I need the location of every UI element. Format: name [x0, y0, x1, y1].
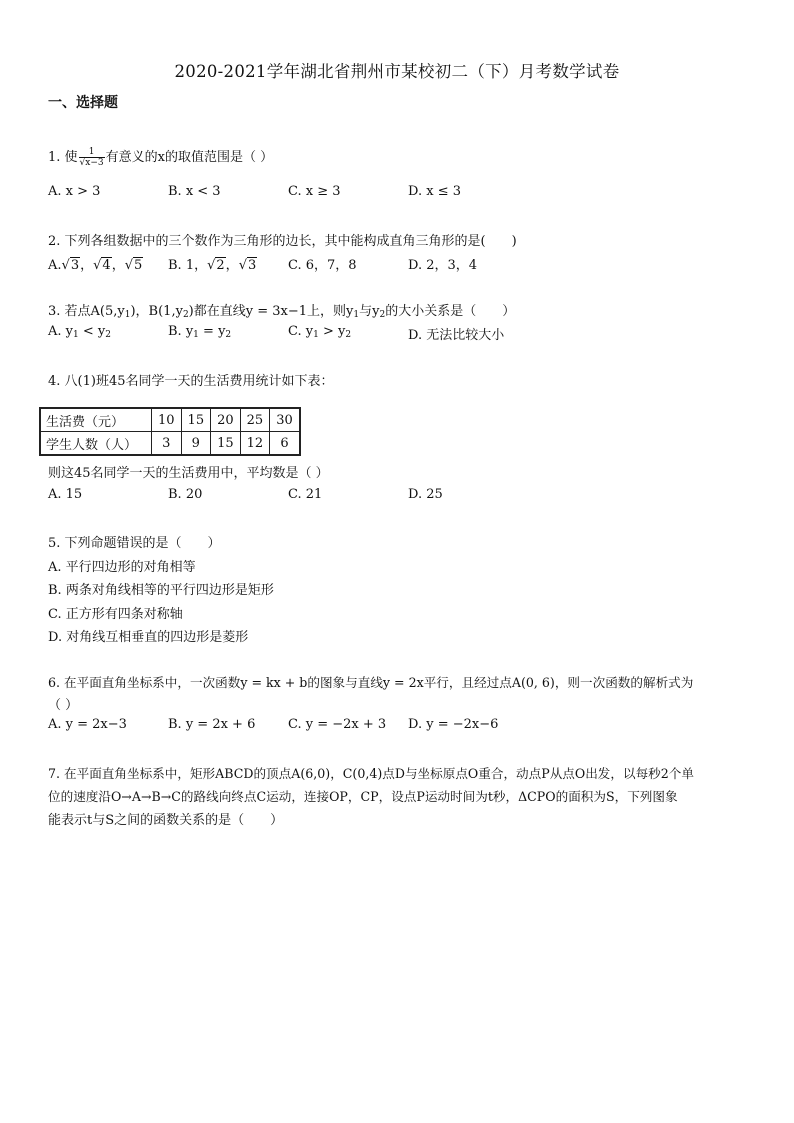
q3-sub-2: 2 — [182, 310, 189, 320]
q3-sub-4: 2 — [379, 310, 386, 320]
q3-a-text: A. y — [48, 324, 73, 339]
q3-sub-1: 1 — [124, 310, 131, 320]
table-cell: 6 — [270, 432, 300, 455]
q1-prefix: 1. 使 — [48, 150, 78, 165]
living-expense-table — [40, 408, 300, 455]
q3-option-b[interactable] — [168, 324, 231, 340]
q1-option-c[interactable]: C. x ≥ 3 — [288, 184, 341, 199]
table-cell: 10 — [152, 409, 182, 432]
q2-option-b[interactable]: B. 1，√2，√3 — [168, 258, 257, 273]
question-7-stem-line-2: 位的速度沿O→A→B→C的路线向终点C运动，连接OP，CP，设点P运动时间为t秒，ΔCPO的面积为S，下列图象 — [48, 789, 678, 804]
table-header-cell: 学生人数（人） — [41, 432, 152, 455]
table-cell: 9 — [181, 432, 211, 455]
q1-option-d[interactable]: D. x ≤ 3 — [408, 184, 461, 199]
q3-c-text: C. y — [288, 324, 314, 339]
q3-b-sub-2: 2 — [225, 330, 232, 340]
q3-c-text-2: > y — [318, 324, 346, 339]
q2-b-sqrt-2: √3 — [238, 258, 257, 273]
q3-b-text-2: = y — [198, 324, 226, 339]
q2-a-sqrt-1: √3 — [61, 258, 80, 273]
q5-option-c[interactable]: C. 正方形有四条对称轴 — [48, 607, 183, 622]
q2-a-label: A. — [48, 258, 62, 273]
q2-b-label: B. 1， — [168, 258, 208, 273]
q1-suffix: 有意义的x的取值范围是（ ） — [105, 150, 274, 165]
table-cell: 30 — [270, 409, 300, 432]
q5-option-d[interactable]: D. 对角线互相垂直的四边形是菱形 — [48, 630, 249, 645]
q3-c-sub-1: 1 — [313, 330, 319, 340]
q5-option-a[interactable]: A. 平行四边形的对角相等 — [48, 560, 196, 575]
question-4-stem: 4. 八(1)班45名同学一天的生活费用统计如下表： — [48, 374, 334, 389]
table-header-cell: 生活费（元） — [41, 409, 152, 432]
q3-c-sub-2: 2 — [345, 330, 352, 340]
question-6-stem-line-2: （ ） — [48, 698, 79, 713]
q4-option-c[interactable]: C. 21 — [288, 487, 323, 502]
question-4-follow: 则这45名同学一天的生活费用中，平均数是（ ） — [48, 466, 329, 481]
q2-b-radicand-2: 3 — [247, 258, 257, 273]
q1-option-a[interactable]: A. x > 3 — [48, 184, 101, 199]
table-cell: 25 — [240, 409, 270, 432]
q3-a-text-2: < y — [78, 324, 106, 339]
q3-text-3: )都在直线y = 3x−1上，则y — [188, 304, 354, 319]
q3-text-4: 与y — [359, 304, 380, 319]
table-cell: 20 — [211, 409, 241, 432]
q3-option-a[interactable] — [48, 324, 111, 340]
q2-b-radicand-1: 2 — [216, 258, 225, 273]
q5-option-b[interactable]: B. 两条对角线相等的平行四边形是矩形 — [48, 583, 274, 598]
table-row — [41, 409, 300, 432]
q1-fraction — [79, 147, 105, 168]
q3-option-c[interactable] — [288, 324, 351, 340]
q1-option-b[interactable]: B. x < 3 — [168, 184, 221, 199]
q6-option-d[interactable]: D. y = −2x−6 — [408, 717, 499, 732]
q2-a-radicand-2: 4 — [102, 258, 111, 273]
question-3-stem — [48, 300, 515, 320]
q4-option-d[interactable]: D. 25 — [408, 487, 443, 502]
q2-a-sqrt-2: √4 — [93, 258, 111, 273]
q3-option-d[interactable]: D. 无法比较大小 — [408, 328, 505, 343]
section-heading: 一、选择题 — [48, 95, 118, 111]
q2-option-d[interactable]: D. 2，3，4 — [408, 258, 478, 273]
table-cell: 3 — [152, 432, 182, 455]
q1-frac-numerator: 1 — [88, 147, 95, 157]
table-row — [41, 432, 300, 455]
question-7-stem-line-1: 7. 在平面直角坐标系中，矩形ABCD的顶点A(6,0)，C(0,4)点D与坐标原点O重合，动点P从点O出发，以每秒2个单 — [48, 766, 694, 781]
q1-frac-radicand: x−3 — [85, 158, 104, 168]
q3-sub-3: 1 — [353, 310, 360, 320]
question-6-stem-line-1: 6. 在平面直角坐标系中，一次函数y = kx + b的图象与直线y = 2x平行，且经过点A(0, 6)，则一次函数的解析式为 — [48, 675, 694, 690]
q1-frac-denominator: √x−3 — [79, 158, 104, 168]
table-cell: 12 — [240, 432, 270, 455]
q3-b-text: B. y — [168, 324, 194, 339]
table-cell: 15 — [181, 409, 211, 432]
question-1-stem — [48, 146, 273, 168]
q2-a-radicand-1: 3 — [70, 258, 80, 273]
question-5-stem: 5. 下列命题错误的是（ ） — [48, 536, 221, 551]
q3-text-1: 3. 若点A(5,y — [48, 304, 125, 319]
q3-text-2: )，B(1,y — [130, 304, 183, 319]
q2-a-sqrt-3: √5 — [124, 258, 143, 273]
question-7-stem-line-3: 能表示t与S之间的函数关系的是（ ） — [48, 813, 284, 828]
question-2-stem: 2. 下列各组数据中的三个数作为三角形的边长，其中能构成直角三角形的是( ) — [48, 234, 517, 249]
q2-option-c[interactable]: C. 6，7，8 — [288, 258, 357, 273]
q6-option-c[interactable]: C. y = −2x + 3 — [288, 717, 387, 732]
q6-option-b[interactable]: B. y = 2x + 6 — [168, 717, 256, 732]
q3-text-5: 的大小关系是（ ） — [385, 304, 516, 319]
q2-b-sqrt-1: √2 — [207, 258, 225, 273]
q6-option-a[interactable]: A. y = 2x−3 — [48, 717, 127, 732]
q4-option-a[interactable]: A. 15 — [48, 487, 83, 502]
q3-b-sub-1: 1 — [193, 330, 199, 340]
q2-option-a[interactable]: A.√3，√4，√5 — [48, 258, 143, 273]
table-cell: 15 — [211, 432, 241, 455]
q3-a-sub-1: 1 — [73, 330, 79, 340]
q4-option-b[interactable]: B. 20 — [168, 487, 203, 502]
q2-a-radicand-3: 5 — [134, 258, 143, 273]
q3-a-sub-2: 2 — [105, 330, 111, 340]
page-title: 2020-2021学年湖北省荆州市某校初二（下）月考数学试卷 — [174, 62, 620, 81]
